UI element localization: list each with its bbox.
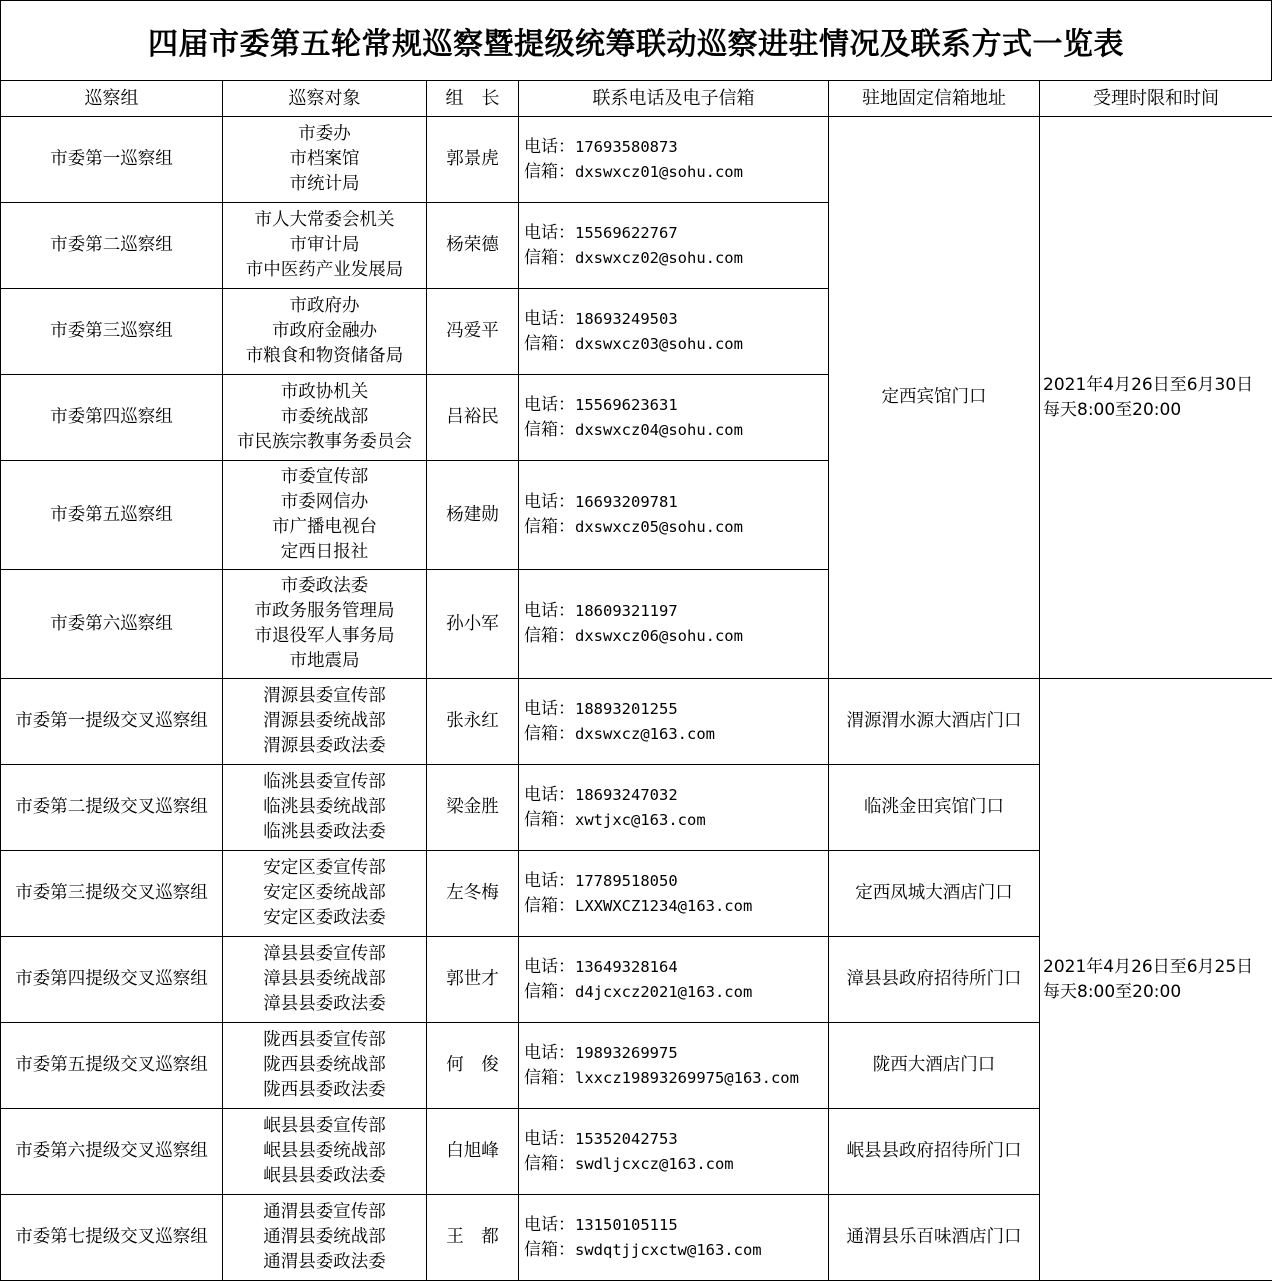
phone-label: 电话： — [524, 492, 575, 512]
contact-info — [519, 851, 829, 937]
phone-line — [524, 599, 828, 624]
time-period: 2021年4月26日至6月30日 — [1043, 374, 1254, 395]
target-item: 市审计局 — [289, 235, 360, 255]
phone-line — [524, 1041, 828, 1066]
email-address: dxswxcz05@sohu.com — [575, 518, 743, 536]
mailbox-address: 陇西大酒店门口 — [829, 1023, 1040, 1109]
inspection-targets — [223, 289, 427, 375]
email-line — [524, 1238, 828, 1263]
target-item: 陇西县委政法委 — [263, 1080, 386, 1100]
email-line — [524, 1152, 828, 1177]
phone-line — [524, 697, 828, 722]
email-line — [524, 332, 828, 357]
phone-label: 电话： — [524, 222, 575, 243]
page-title: 四届市委第五轮常规巡察暨提级统筹联动巡察进驻情况及联系方式一览表 — [0, 0, 1272, 80]
target-item: 漳县县委宣传部 — [263, 944, 386, 964]
inspection-targets — [223, 461, 427, 570]
acceptance-time — [1040, 117, 1272, 679]
target-item: 通渭县委政法委 — [263, 1252, 386, 1272]
target-item: 漳县县委政法委 — [263, 994, 386, 1014]
group-name: 市委第六提级交叉巡察组 — [1, 1109, 223, 1195]
group-leader: 冯爱平 — [427, 289, 519, 375]
inspection-targets — [223, 1109, 427, 1195]
phone-label: 电话： — [524, 956, 575, 977]
email-line — [524, 808, 828, 833]
phone-number: 17789518050 — [575, 871, 678, 890]
phone-label: 电话： — [524, 698, 575, 719]
target-item: 市退役军人事务局 — [254, 626, 395, 646]
group-leader: 梁金胜 — [427, 765, 519, 851]
phone-number: 19893269975 — [575, 1043, 678, 1062]
target-item: 市政府办 — [289, 296, 360, 316]
phone-label: 电话： — [524, 784, 575, 805]
target-item: 市中医药产业发展局 — [245, 260, 404, 280]
phone-number: 18609321197 — [575, 602, 678, 620]
table-header-row — [1, 81, 1272, 117]
contact-info — [519, 1195, 829, 1281]
phone-label: 电话： — [524, 1042, 575, 1063]
email-label: 信箱： — [524, 1153, 575, 1174]
group-name: 市委第三提级交叉巡察组 — [1, 851, 223, 937]
target-item: 通渭县委宣传部 — [263, 1202, 386, 1222]
email-label: 信箱： — [524, 626, 575, 646]
phone-number: 16693209781 — [575, 493, 678, 511]
group-name: 市委第四巡察组 — [1, 375, 223, 461]
inspection-targets — [223, 570, 427, 679]
table-row — [1, 117, 1272, 203]
email-address: dxswxcz@163.com — [575, 724, 715, 743]
group-leader: 王 都 — [427, 1195, 519, 1281]
phone-line — [524, 221, 828, 246]
target-item: 市委统战部 — [280, 407, 369, 427]
mailbox-address: 通渭县乐百味酒店门口 — [829, 1195, 1040, 1281]
phone-number: 18693249503 — [575, 309, 678, 328]
email-label: 信箱： — [524, 1239, 575, 1260]
email-address: LXXWXCZ1234@163.com — [575, 896, 753, 915]
email-label: 信箱： — [524, 247, 575, 268]
phone-line — [524, 1213, 828, 1238]
email-line — [524, 160, 828, 185]
inspection-targets — [223, 1023, 427, 1109]
target-item: 市委办 — [298, 124, 351, 144]
time-period: 2021年4月26日至6月25日 — [1043, 956, 1254, 977]
mailbox-address: 定西宾馆门口 — [829, 117, 1040, 679]
group-leader: 何 俊 — [427, 1023, 519, 1109]
target-item: 渭源县委统战部 — [263, 711, 386, 731]
email-label: 信箱： — [524, 161, 575, 182]
target-item: 渭源县委宣传部 — [263, 686, 386, 706]
target-item: 市民族宗教事务委员会 — [237, 432, 412, 452]
contact-info — [519, 570, 829, 679]
phone-label: 电话： — [524, 1214, 575, 1235]
contact-info — [519, 1109, 829, 1195]
email-address: dxswxcz03@sohu.com — [575, 334, 743, 353]
contact-info — [519, 1023, 829, 1109]
header-leader: 组 长 — [427, 81, 519, 117]
email-label: 信箱： — [524, 981, 575, 1002]
inspection-targets — [223, 937, 427, 1023]
phone-line — [524, 490, 828, 515]
contact-info — [519, 765, 829, 851]
phone-number: 15569622767 — [575, 223, 678, 242]
contact-info — [519, 289, 829, 375]
phone-line — [524, 869, 828, 894]
target-item: 安定区委政法委 — [263, 908, 386, 928]
inspection-targets — [223, 117, 427, 203]
email-label: 信箱： — [524, 895, 575, 916]
group-name: 市委第一提级交叉巡察组 — [1, 679, 223, 765]
target-item: 漳县县委统战部 — [263, 969, 386, 989]
header-address: 驻地固定信箱地址 — [829, 81, 1040, 117]
group-leader: 左冬梅 — [427, 851, 519, 937]
phone-line — [524, 1127, 828, 1152]
phone-label: 电话： — [524, 601, 575, 621]
header-group: 巡察组 — [1, 81, 223, 117]
phone-label: 电话： — [524, 870, 575, 891]
phone-line — [524, 783, 828, 808]
email-line — [524, 624, 828, 649]
email-address: dxswxcz04@sohu.com — [575, 420, 743, 439]
email-label: 信箱： — [524, 333, 575, 354]
mailbox-address: 临洮金田宾馆门口 — [829, 765, 1040, 851]
email-line — [524, 894, 828, 919]
target-item: 岷县县委政法委 — [263, 1166, 386, 1186]
email-line — [524, 1066, 828, 1091]
header-time: 受理时限和时间 — [1040, 81, 1272, 117]
contact-info — [519, 117, 829, 203]
contact-table — [0, 80, 1272, 1281]
acceptance-time — [1040, 679, 1272, 1281]
email-address: xwtjxc@163.com — [575, 810, 706, 829]
mailbox-address: 岷县县政府招待所门口 — [829, 1109, 1040, 1195]
group-leader: 孙小军 — [427, 570, 519, 679]
mailbox-address: 漳县县政府招待所门口 — [829, 937, 1040, 1023]
phone-line — [524, 307, 828, 332]
contact-info — [519, 203, 829, 289]
target-item: 市档案馆 — [289, 149, 360, 169]
contact-info — [519, 461, 829, 570]
phone-label: 电话： — [524, 136, 575, 157]
group-leader: 白旭峰 — [427, 1109, 519, 1195]
target-item: 定西日报社 — [280, 542, 369, 562]
email-line — [524, 246, 828, 271]
email-address: d4jcxcz2021@163.com — [575, 982, 753, 1001]
target-item: 市广播电视台 — [272, 517, 377, 537]
email-address: swdqtjjcxctw@163.com — [575, 1240, 762, 1259]
header-targets: 巡察对象 — [223, 81, 427, 117]
target-item: 岷县县委宣传部 — [263, 1116, 386, 1136]
target-item: 市粮食和物资储备局 — [245, 346, 404, 366]
email-address: dxswxcz01@sohu.com — [575, 162, 743, 181]
group-name: 市委第一巡察组 — [1, 117, 223, 203]
group-name: 市委第七提级交叉巡察组 — [1, 1195, 223, 1281]
target-item: 安定区委统战部 — [263, 883, 386, 903]
inspection-targets — [223, 1195, 427, 1281]
email-address: swdljcxcz@163.com — [575, 1154, 734, 1173]
target-item: 市政协机关 — [280, 382, 369, 402]
group-name: 市委第三巡察组 — [1, 289, 223, 375]
target-item: 陇西县委宣传部 — [263, 1030, 386, 1050]
phone-label: 电话： — [524, 308, 575, 329]
email-label: 信箱： — [524, 419, 575, 440]
email-address: lxxcz19893269975@163.com — [575, 1068, 799, 1087]
target-item: 市委宣传部 — [280, 467, 369, 487]
target-item: 渭源县委政法委 — [263, 736, 386, 756]
email-line — [524, 515, 828, 540]
target-item: 市地震局 — [289, 651, 360, 671]
phone-label: 电话： — [524, 1128, 575, 1149]
phone-line — [524, 135, 828, 160]
email-line — [524, 418, 828, 443]
time-hours: 每天8:00至20:00 — [1043, 399, 1182, 420]
phone-label: 电话： — [524, 394, 575, 415]
target-item: 临洮县委统战部 — [263, 797, 386, 817]
target-item: 市人大常委会机关 — [254, 210, 395, 230]
group-leader: 郭景虎 — [427, 117, 519, 203]
target-item: 通渭县委统战部 — [263, 1227, 386, 1247]
inspection-targets — [223, 679, 427, 765]
inspection-targets — [223, 375, 427, 461]
phone-number: 13649328164 — [575, 957, 678, 976]
contact-info — [519, 375, 829, 461]
group-leader: 张永红 — [427, 679, 519, 765]
mailbox-address: 渭源渭水源大酒店门口 — [829, 679, 1040, 765]
target-item: 安定区委宣传部 — [263, 858, 386, 878]
email-label: 信箱： — [524, 809, 575, 830]
group-leader: 郭世才 — [427, 937, 519, 1023]
email-address: dxswxcz02@sohu.com — [575, 248, 743, 267]
email-label: 信箱： — [524, 723, 575, 744]
phone-number: 18893201255 — [575, 699, 678, 718]
header-contact: 联系电话及电子信箱 — [519, 81, 829, 117]
table-body — [1, 117, 1272, 1281]
contact-info — [519, 679, 829, 765]
mailbox-address: 定西凤城大酒店门口 — [829, 851, 1040, 937]
target-item: 岷县县委统战部 — [263, 1141, 386, 1161]
inspection-targets — [223, 851, 427, 937]
email-label: 信箱： — [524, 1067, 575, 1088]
phone-line — [524, 393, 828, 418]
inspection-targets — [223, 765, 427, 851]
group-leader: 杨建勋 — [427, 461, 519, 570]
email-label: 信箱： — [524, 517, 575, 537]
email-line — [524, 980, 828, 1005]
group-name: 市委第二提级交叉巡察组 — [1, 765, 223, 851]
phone-number: 17693580873 — [575, 137, 678, 156]
target-item: 市委网信办 — [280, 492, 369, 512]
phone-number: 13150105115 — [575, 1215, 678, 1234]
phone-number: 18693247032 — [575, 785, 678, 804]
group-name: 市委第四提级交叉巡察组 — [1, 937, 223, 1023]
target-item: 市政府金融办 — [272, 321, 377, 341]
target-item: 临洮县委宣传部 — [263, 772, 386, 792]
target-item: 临洮县委政法委 — [263, 822, 386, 842]
group-name: 市委第二巡察组 — [1, 203, 223, 289]
target-item: 市政务服务管理局 — [254, 601, 395, 621]
group-leader: 吕裕民 — [427, 375, 519, 461]
target-item: 市统计局 — [289, 174, 360, 194]
phone-number: 15352042753 — [575, 1129, 678, 1148]
group-name: 市委第五巡察组 — [1, 461, 223, 570]
phone-number: 15569623631 — [575, 395, 678, 414]
time-hours: 每天8:00至20:00 — [1043, 981, 1182, 1002]
table-row — [1, 679, 1272, 765]
target-item: 陇西县委统战部 — [263, 1055, 386, 1075]
email-line — [524, 722, 828, 747]
contact-info — [519, 937, 829, 1023]
group-name: 市委第五提级交叉巡察组 — [1, 1023, 223, 1109]
group-name: 市委第六巡察组 — [1, 570, 223, 679]
group-leader: 杨荣德 — [427, 203, 519, 289]
email-address: dxswxcz06@sohu.com — [575, 627, 743, 645]
inspection-targets — [223, 203, 427, 289]
target-item: 市委政法委 — [280, 576, 369, 596]
phone-line — [524, 955, 828, 980]
